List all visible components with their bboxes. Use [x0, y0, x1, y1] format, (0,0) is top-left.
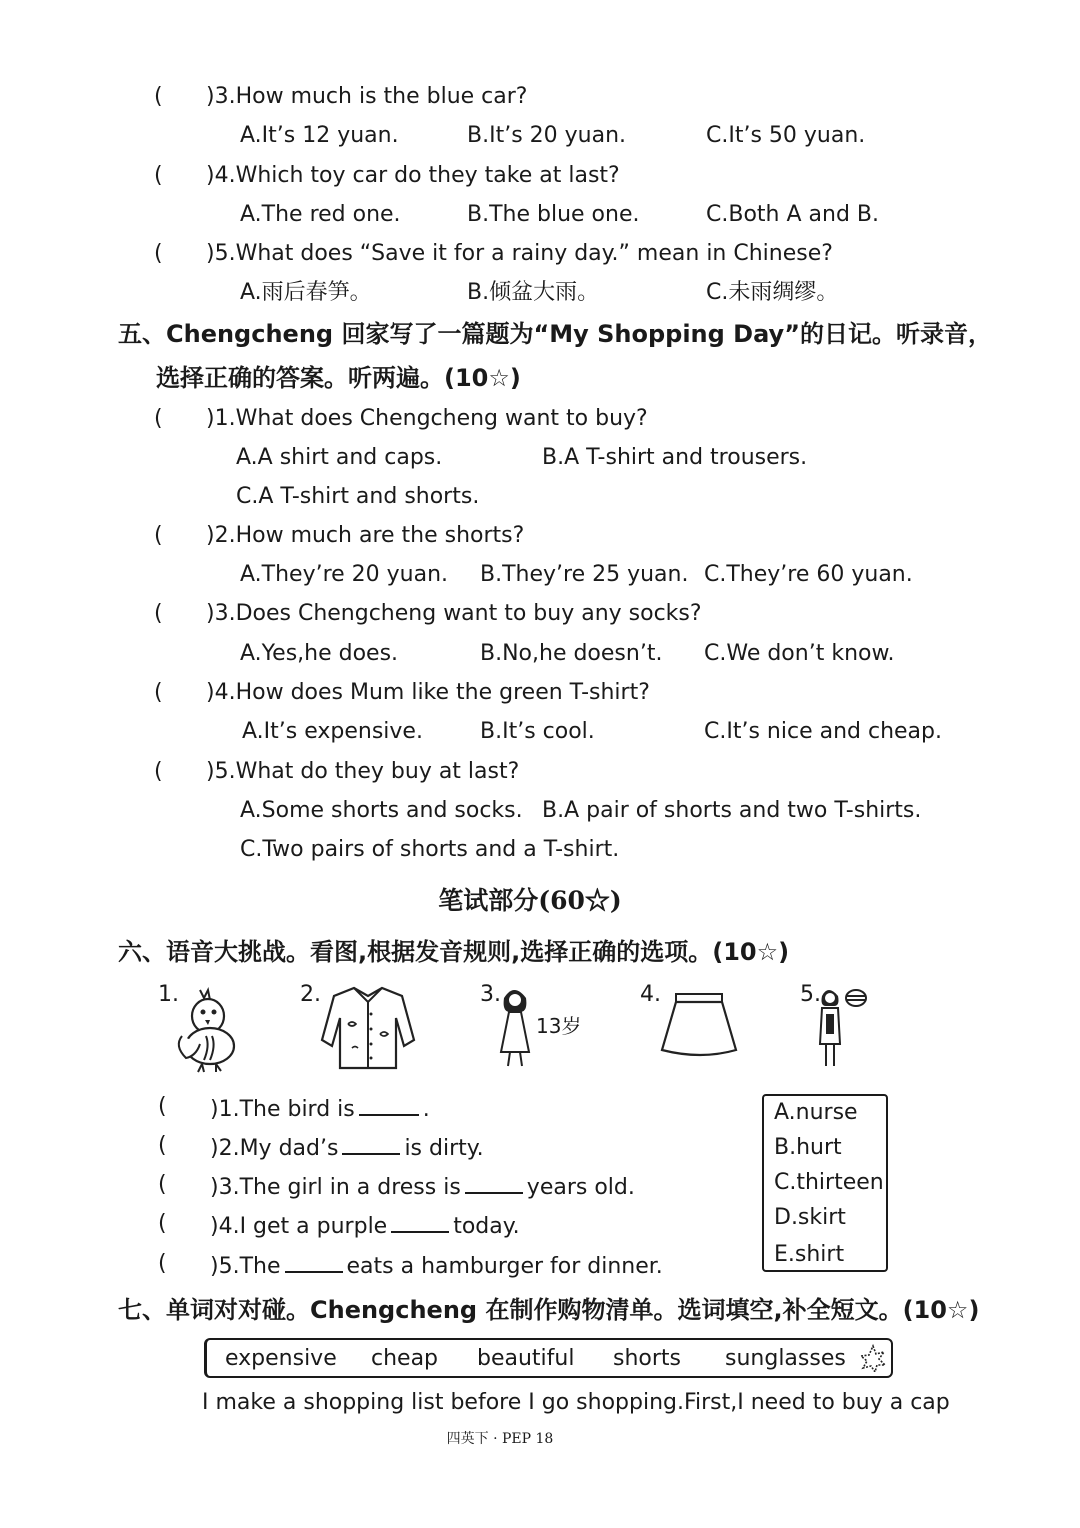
question-post: today. [453, 1214, 520, 1239]
option-a: A.雨后春笋。 [240, 280, 372, 305]
option-item: B.hurt [774, 1135, 842, 1160]
word-item: beautiful [477, 1346, 575, 1371]
question-text [210, 1135, 484, 1160]
question-text [210, 1174, 635, 1199]
option-c: C.It’s nice and cheap. [704, 719, 942, 744]
option-c: C.It’s 50 yuan. [706, 123, 866, 148]
word-bank [204, 1338, 893, 1378]
option-item: D.skirt [774, 1205, 846, 1230]
answer-blank[interactable] [465, 1174, 523, 1194]
answer-blank[interactable] [391, 1213, 449, 1233]
question-text: )4.Which toy car do they take at last? [206, 163, 620, 188]
picture-number: 5. [800, 982, 821, 1007]
question-text [210, 1096, 430, 1121]
answer-paren: ( [154, 680, 163, 705]
section-heading: 五、Chengcheng 回家写了一篇题为“My Shopping Day”的日记。听录音， [118, 320, 992, 348]
option-item: A.nurse [774, 1100, 858, 1125]
option-a: A.Yes,he does. [240, 641, 399, 666]
option-b: B.A T-shirt and trousers. [542, 445, 808, 470]
picture-number: 2. [300, 982, 321, 1007]
question-text: )3.Does Chengcheng want to buy any socks? [206, 601, 702, 626]
picture-number: 4. [640, 982, 661, 1007]
answer-paren: ( [154, 759, 163, 784]
answer-paren: ( [154, 523, 163, 548]
question-text: )5.What does “Save it for a rainy day.” mean in Chinese? [206, 241, 833, 266]
section-heading: 六、语音大挑战。看图,根据发音规则,选择正确的选项。(10☆) [118, 938, 790, 966]
option-b: B.倾盆大雨。 [467, 280, 600, 305]
answer-paren: ( [154, 241, 163, 266]
answer-paren: ( [158, 1211, 167, 1236]
option-a: A.It’s expensive. [242, 719, 423, 744]
question-text [210, 1213, 520, 1238]
question-post: . [422, 1097, 430, 1122]
options-box [762, 1094, 888, 1272]
answer-paren: ( [158, 1251, 167, 1276]
question-pre: )2.My dad’s [210, 1136, 339, 1161]
option-c: C.未雨绸缪。 [706, 280, 839, 305]
option-b: B.They’re 25 yuan. [480, 562, 689, 587]
answer-blank[interactable] [285, 1253, 343, 1273]
question-text: )2.How much are the shorts? [206, 523, 525, 548]
answer-paren: ( [158, 1172, 167, 1197]
answer-blank[interactable] [359, 1096, 419, 1116]
word-item: shorts [613, 1346, 681, 1371]
option-b: B.It’s cool. [480, 719, 595, 744]
girl-picture [494, 984, 534, 1070]
option-c: C.Two pairs of shorts and a T-shirt. [240, 837, 620, 862]
question-text: )4.How does Mum like the green T-shirt? [206, 680, 650, 705]
option-b: B.A pair of shorts and two T-shirts. [542, 798, 922, 823]
picture-number: 1. [158, 982, 179, 1007]
option-b: B.No,he doesn’t. [480, 641, 663, 666]
answer-paren: ( [158, 1133, 167, 1158]
option-b: B.It’s 20 yuan. [467, 123, 627, 148]
word-item: cheap [371, 1346, 439, 1371]
question-post: eats a hamburger for dinner. [346, 1254, 663, 1279]
option-c: C.Both A and B. [706, 202, 879, 227]
page-footer: 四英下 · PEP 18 [446, 1431, 554, 1447]
question-text: )3.How much is the blue car? [206, 84, 528, 109]
question-pre: )5.The [210, 1254, 281, 1279]
question-text [210, 1253, 663, 1278]
section-heading-cont: 选择正确的答案。听两遍。(10☆) [156, 364, 521, 392]
option-b: B.The blue one. [467, 202, 640, 227]
sparkle-icon [859, 1344, 889, 1372]
question-pre: )3.The girl in a dress is [210, 1175, 461, 1200]
nurse-picture [816, 984, 870, 1070]
word-item: expensive [225, 1346, 337, 1371]
question-post: years old. [526, 1175, 635, 1200]
answer-paren: ( [154, 601, 163, 626]
question-post: is dirty. [404, 1136, 484, 1161]
skirt-picture [658, 990, 740, 1058]
answer-paren: ( [154, 84, 163, 109]
question-text: )5.What do they buy at last? [206, 759, 520, 784]
option-a: A.They’re 20 yuan. [240, 562, 449, 587]
word-item: sunglasses [725, 1346, 846, 1371]
section-heading: 七、单词对对碰。Chengcheng 在制作购物清单。选词填空,补全短文。(10☆) [118, 1296, 980, 1324]
bird-picture [172, 984, 242, 1074]
answer-paren: ( [154, 163, 163, 188]
question-pre: )4.I get a purple [210, 1214, 388, 1239]
question-text: )1.What does Chengcheng want to buy? [206, 406, 648, 431]
written-part-title: 笔试部分(60☆) [438, 886, 622, 915]
picture-number: 3. [480, 982, 501, 1007]
age-label: 13岁 [536, 1014, 582, 1038]
option-item: C.thirteen [774, 1170, 884, 1195]
answer-blank[interactable] [342, 1135, 400, 1155]
option-a: A.A shirt and caps. [236, 445, 443, 470]
passage-line: I make a shopping list before I go shopping.First,I need to buy a cap [202, 1390, 950, 1415]
option-c: C.We don’t know. [704, 641, 895, 666]
answer-paren: ( [154, 406, 163, 431]
option-a: A.It’s 12 yuan. [240, 123, 399, 148]
option-a: A.Some shorts and socks. [240, 798, 523, 823]
option-item: E.shirt [774, 1242, 845, 1267]
option-c: C.A T-shirt and shorts. [236, 484, 480, 509]
answer-paren: ( [158, 1094, 167, 1119]
shirt-picture [318, 984, 418, 1070]
option-a: A.The red one. [240, 202, 401, 227]
option-c: C.They’re 60 yuan. [704, 562, 913, 587]
question-pre: )1.The bird is [210, 1097, 355, 1122]
